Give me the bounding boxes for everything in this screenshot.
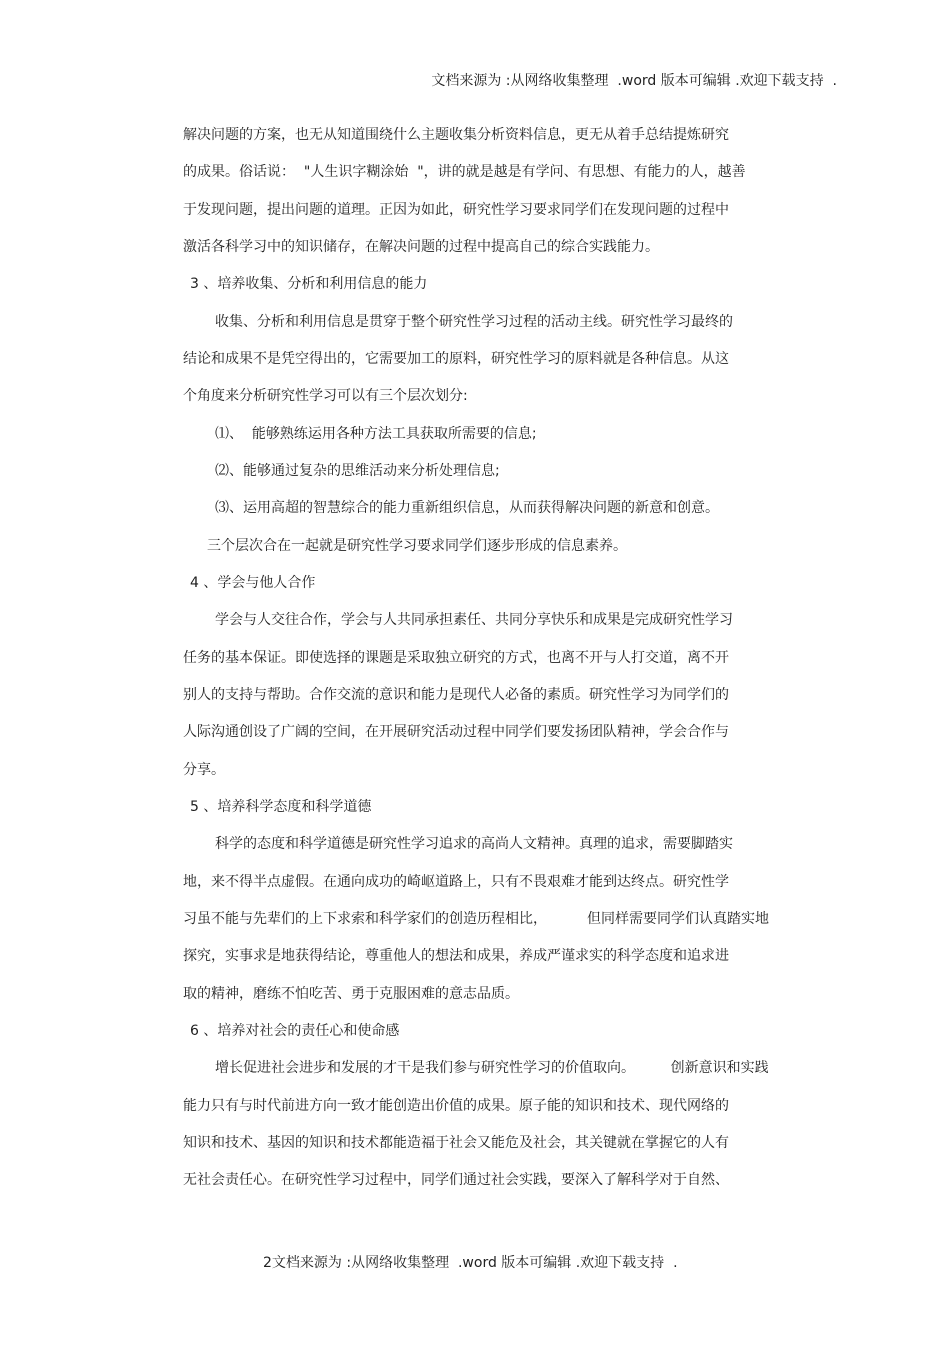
list-item: ⑶、运用高超的智慧综合的能力重新组织信息，从而获得解决问题的新意和创意。 [215, 500, 719, 516]
text-line: 无社会责任心。在研究性学习过程中，同学们通过社会实践，要深入了解科学对于自然、 [183, 1172, 729, 1188]
text-line: 收集、分析和利用信息是贯穿于整个研究性学习过程的活动主线。研究性学习最终的 [215, 314, 733, 330]
text-line: 地，来不得半点虚假。在通向成功的崎岖道路上，只有不畏艰难才能到达终点。研究性学 [183, 874, 729, 890]
text-line: 知识和技术、基因的知识和技术都能造福于社会又能危及社会，其关键就在掌握它的人有 [183, 1135, 729, 1151]
page-footer: 2文档来源为 :从网络收集整理 .word 版本可编辑 .欢迎下载支持 . [263, 1255, 678, 1271]
text-line: 解决问题的方案，也无从知道围绕什么主题收集分析资料信息，更无从着手总结提炼研究 [183, 127, 729, 143]
text-line: 习虽不能与先辈们的上下求索和科学家们的创造历程相比， 但同样需要同学们认真踏实地 [183, 911, 770, 927]
section-heading: 6 、培养对社会的责任心和使命感 [190, 1023, 400, 1039]
list-item: ⑴、 能够熟练运用各种方法工具获取所需要的信息; [215, 426, 537, 442]
text-line: 个角度来分析研究性学习可以有三个层次划分: [183, 388, 468, 404]
text-line: 于发现问题，提出问题的道理。正因为如此，研究性学习要求同学们在发现问题的过程中 [183, 202, 729, 218]
text-line: 科学的态度和科学道德是研究性学习追求的高尚人文精神。真理的追求，需要脚踏实 [215, 836, 733, 852]
text-line: 激活各科学习中的知识储存，在解决问题的过程中提高自己的综合实践能力。 [183, 239, 659, 255]
text-line: 的成果。俗话说： "人生识字糊涂始 "，讲的就是越是有学问、有思想、有能力的人，越善 [183, 164, 746, 180]
section-heading: 5 、培养科学态度和科学道德 [190, 799, 372, 815]
text-line: 任务的基本保证。即使选择的课题是采取独立研究的方式，也离不开与人打交道，离不开 [183, 650, 729, 666]
text-line: 别人的支持与帮助。合作交流的意识和能力是现代人必备的素质。研究性学习为同学们的 [183, 687, 729, 703]
text-line: 增长促进社会进步和发展的才干是我们参与研究性学习的价值取向。 创新意识和实践 [215, 1060, 769, 1076]
section-heading: 4 、学会与他人合作 [190, 575, 316, 591]
text-line: 能力只有与时代前进方向一致才能创造出价值的成果。原子能的知识和技术、现代网络的 [183, 1098, 729, 1114]
page-header: 文档来源为 :从网络收集整理 .word 版本可编辑 .欢迎下载支持 . [431, 73, 837, 89]
text-line: 三个层次合在一起就是研究性学习要求同学们逐步形成的信息素养。 [207, 538, 627, 554]
text-line: 分享。 [183, 762, 225, 778]
section-heading: 3 、培养收集、分析和利用信息的能力 [190, 276, 428, 292]
text-line: 学会与人交往合作，学会与人共同承担素任、共同分享快乐和成果是完成研究性学习 [215, 612, 733, 628]
text-line: 结论和成果不是凭空得出的，它需要加工的原料，研究性学习的原料就是各种信息。从这 [183, 351, 729, 367]
text-line: 探究，实事求是地获得结论，尊重他人的想法和成果，养成严谨求实的科学态度和追求进 [183, 948, 729, 964]
text-line: 人际沟通创设了广阔的空间，在开展研究活动过程中同学们要发扬团队精神，学会合作与 [183, 724, 729, 740]
list-item: ⑵、能够通过复杂的思维活动来分析处理信息; [215, 463, 500, 479]
text-line: 取的精神，磨练不怕吃苦、勇于克服困难的意志品质。 [183, 986, 519, 1002]
